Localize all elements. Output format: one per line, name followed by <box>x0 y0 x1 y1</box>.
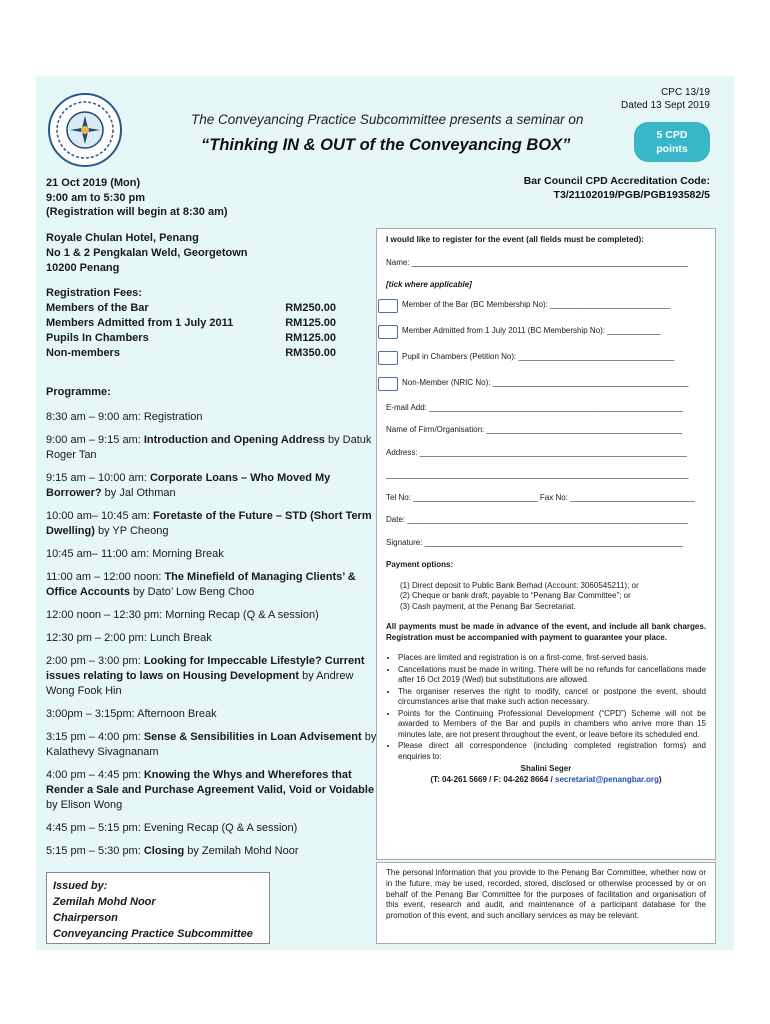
seminar-title: “Thinking IN & OUT of the Conveyancing BOX” <box>201 136 571 154</box>
payment-options <box>400 581 706 613</box>
contact-name: Shalini Seger <box>520 764 572 773</box>
programme-item <box>46 570 378 600</box>
form-heading: I would like to register for the event (all fields must be completed): <box>386 235 644 244</box>
bar-logo <box>44 88 126 172</box>
programme-rest: by Datuk Roger Tan <box>46 434 372 461</box>
programme-rest: Morning Break <box>149 548 224 560</box>
programme-time: 4:45 pm – 5:15 pm: <box>46 822 141 834</box>
option-member-admitted-2011 <box>386 325 706 339</box>
contact-close: ) <box>658 774 662 784</box>
contact-email-link[interactable]: secretariat@penangbar.org <box>555 774 659 784</box>
issuer-org: Conveyancing Practice Subcommittee <box>53 928 253 940</box>
fee-amount: RM125.00 <box>285 332 336 344</box>
option-non-member <box>386 377 706 391</box>
payment-heading: Payment options: <box>386 560 454 569</box>
issued-label: Issued by: <box>53 880 108 892</box>
programme-time: 11:00 am – 12:00 noon: <box>46 571 162 583</box>
seminar-intro: The Conveyancing Practice Subcommittee presents a seminar on <box>191 112 584 127</box>
accreditation-label: Bar Council CPD Accreditation Code: <box>523 175 710 187</box>
programme-rest: by Elison Wong <box>46 799 123 811</box>
programme-rest: Lunch Break <box>146 632 212 644</box>
cpd-points-value: 5 CPD <box>656 129 688 141</box>
date-field[interactable]: Date: _______________________________________________________________ <box>386 515 688 524</box>
programme-time: 3:15 pm – 4:00 pm: <box>46 731 141 743</box>
email-field[interactable]: E-mail Add: _________________________________________________________ <box>386 402 683 412</box>
programme-time: 9:15 am – 10:00 am: <box>46 472 147 484</box>
programme-item <box>46 608 378 623</box>
programme-rest: by Dato’ Low Beng Choo <box>129 586 255 598</box>
programme-item <box>46 471 378 501</box>
fee-row <box>46 301 336 316</box>
payment-option: (3) Cash payment, at the Penang Bar Secretariat. <box>400 601 576 611</box>
fees-heading: Registration Fees: <box>46 287 142 299</box>
programme-time: 10:00 am– 10:45 am: <box>46 510 150 522</box>
programme-topic: Closing <box>140 845 185 857</box>
fee-amount: RM350.00 <box>285 347 336 359</box>
programme-topic: Corporate Loans – Who Moved My Borrower? <box>46 472 331 499</box>
condition-item: • Points for the Continuing Professional Development (“CPD”) Scheme will not be awarded to Members of the Bar and pupils in chambers who arrive more than 15 minutes late, are not present throughout the event, or leave before its scheduled end. <box>398 709 706 741</box>
dated: Dated 13 Sept 2019 <box>621 100 710 111</box>
programme-time: 12:00 noon – 12:30 pm: <box>46 609 163 621</box>
programme-time: 4:00 pm – 4:45 pm: <box>46 769 141 781</box>
event-date: 21 Oct 2019 (Mon) <box>46 177 141 189</box>
fee-amount: RM125.00 <box>285 317 336 329</box>
privacy-notice: The personal information that you provide to the Penang Bar Committee, whether now or in the future, may be used, recorded, stored, disclosed or otherwise processed by or on behalf of the Penang Bar Committee for the purposes of facilitation and organisation of this event, research and audit, and maintenance of a participant database for the promotion of this event, and such ancillary services as may be relevant. <box>376 862 716 944</box>
option-label[interactable]: Non-Member (NRIC No): ____________________________________________ <box>402 378 689 388</box>
option-label[interactable]: Member of the Bar (BC Membership No): ___________________________ <box>402 300 671 310</box>
programme-item <box>46 821 378 836</box>
programme-topic: Looking for Impeccable Lifestyle? Current issues relating to laws on Housing Development <box>46 655 365 682</box>
option-label[interactable]: Pupil in Chambers (Petition No): ___________________________________ <box>402 352 675 362</box>
programme-item <box>46 509 378 539</box>
cpc-number: CPC 13/19 <box>661 87 710 98</box>
programme-time: 3:00pm – 3:15pm: <box>46 708 135 720</box>
programme-rest: by Andrew Wong Fook Hin <box>46 670 354 697</box>
cpd-points-badge <box>634 122 710 162</box>
member-checkbox[interactable] <box>378 299 398 313</box>
issuer-name: Zemilah Mohd Noor <box>53 896 156 908</box>
venue <box>46 231 248 276</box>
fee-label: Members of the Bar <box>46 302 149 314</box>
non-member-checkbox[interactable] <box>378 377 398 391</box>
option-label[interactable]: Member Admitted from 1 July 2011 (BC Membership No): ____________ <box>402 326 661 336</box>
cpd-points-label: points <box>656 143 688 155</box>
signature-field[interactable]: Signature: __________________________________________________________ <box>386 537 683 547</box>
programme-time: 9:00 am – 9:15 am: <box>46 434 141 446</box>
programme-rest: by Jal Othman <box>101 487 176 499</box>
programme-rest: Morning Recap (Q & A session) <box>162 609 319 621</box>
programme-rest: by Kalathevy Sivagnanam <box>46 731 377 758</box>
event-time: 9:00 am to 5:30 pm <box>46 191 146 204</box>
payment-option: (1) Direct deposit to Public Bank Berhad (Account: 3060545211); or <box>400 580 639 590</box>
accreditation-value: T3/21102019/PGB/PGB193582/5 <box>553 189 710 201</box>
programme-item <box>46 768 378 813</box>
programme-time: 5:15 pm – 5:30 pm: <box>46 845 141 857</box>
fee-row <box>46 331 336 346</box>
issuer-role: Chairperson <box>53 912 118 924</box>
programme-heading: Programme: <box>46 386 111 398</box>
venue-line: 10200 Penang <box>46 262 120 274</box>
programme-topic: Foretaste of the Future – STD (Short Term Dwelling) <box>46 510 372 537</box>
programme-item <box>46 410 378 425</box>
fee-label: Members Admitted from 1 July 2011 <box>46 317 234 329</box>
contact-details <box>386 775 706 786</box>
accreditation-code <box>524 174 710 202</box>
option-pupil-in-chambers <box>386 351 706 365</box>
issued-by-box <box>46 872 270 944</box>
fee-row <box>46 316 336 331</box>
admitted-2011-checkbox[interactable] <box>378 325 398 339</box>
firm-field[interactable]: Name of Firm/Organisation: ____________________________________________ <box>386 425 683 434</box>
programme-item <box>46 547 378 562</box>
venue-line: Royale Chulan Hotel, Penang <box>46 232 199 244</box>
programme-topic: The Minefield of Managing Clients’ & Office Accounts <box>46 571 356 598</box>
condition-item: • Cancellations must be made in writing. There will be no refunds for cancellations made after 16 Oct 2019 (Wed) but substitutions are allowed. <box>398 665 706 686</box>
programme-time: 8:30 am – 9:00 am: <box>46 411 141 423</box>
programme-time: 12:30 pm – 2:00 pm: <box>46 632 147 644</box>
contact-phone: (T: 04-261 5669 / F: 04-262 8664 / <box>430 774 555 784</box>
address-line-2-field[interactable]: ____________________________________________________________________ <box>386 470 689 479</box>
contact-block <box>386 764 706 785</box>
pupil-checkbox[interactable] <box>378 351 398 365</box>
tel-fax-field[interactable]: Tel No: ____________________________ Fax No: ____________________________ <box>386 492 695 502</box>
fee-row <box>46 346 336 361</box>
programme-time: 2:00 pm – 3:00 pm: <box>46 655 141 667</box>
condition-item: • Places are limited and registration is on a first-come, first-served basis. <box>398 653 706 664</box>
fee-label: Pupils In Chambers <box>46 332 149 344</box>
programme-rest: Afternoon Break <box>134 708 217 720</box>
fee-amount: RM250.00 <box>285 302 336 314</box>
condition-item: • The organiser reserves the right to modify, cancel or postpone the event, should circumstances arise that make such action necessary. <box>398 687 706 708</box>
registration-fees <box>46 286 336 361</box>
programme-rest: Evening Recap (Q & A session) <box>140 822 298 834</box>
venue-line: No 1 & 2 Pengkalan Weld, Georgetown <box>46 247 248 259</box>
option-member-of-bar <box>386 299 706 313</box>
event-datetime <box>46 176 228 220</box>
programme-rest: Registration <box>140 411 203 423</box>
conditions-list <box>386 653 706 762</box>
programme-topic: Knowing the Whys and Wherefores that Render a Sale and Purchase Agreement Valid, Void or Voidable <box>46 769 375 796</box>
tick-note: [tick where applicable] <box>386 280 472 289</box>
programme-item <box>46 433 378 463</box>
fee-label: Non-members <box>46 347 120 359</box>
registration-note: (Registration will begin at 8:30 am) <box>46 206 228 218</box>
payment-note: All payments must be made in advance of the event, and include all bank charges. Registration must be accompanied with payment to guarantee your place. <box>386 622 706 642</box>
programme-topic: Introduction and Opening Address <box>140 434 325 446</box>
seminar-flyer <box>36 76 734 950</box>
programme-topic: Sense & Sensibilities in Loan Advisement <box>140 731 362 743</box>
programme-rest: by YP Cheong <box>94 525 169 537</box>
programme-time: 10:45 am– 11:00 am: <box>46 548 150 560</box>
registration-form <box>376 228 716 860</box>
programme-item <box>46 654 378 699</box>
programme-item <box>46 730 378 760</box>
name-field[interactable]: Name: ______________________________________________________________ <box>386 257 688 267</box>
programme-item <box>46 631 378 646</box>
payment-option: (2) Cheque or bank draft, payable to “Penang Bar Committee”; or <box>400 591 631 600</box>
programme-rest: by Zemilah Mohd Noor <box>184 845 299 857</box>
programme-item <box>46 844 378 859</box>
address-field[interactable]: Address: ____________________________________________________________ <box>386 447 687 457</box>
programme-item <box>46 707 378 722</box>
cpc-reference <box>621 86 710 112</box>
programme-list <box>46 410 378 867</box>
condition-item: • Please direct all correspondence (including completed registration forms) and enquiries to: <box>398 741 706 762</box>
